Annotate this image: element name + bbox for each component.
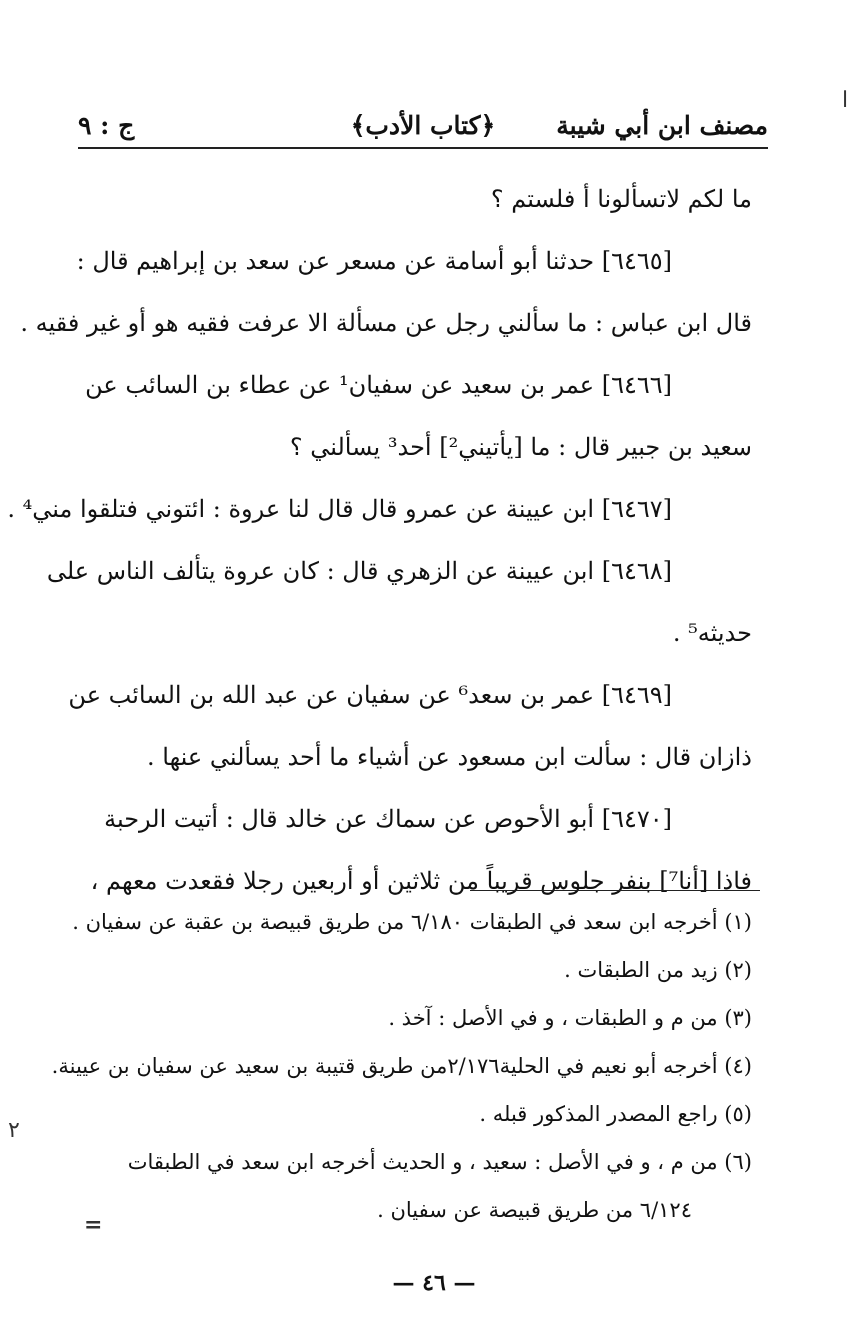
footnote: (٥) راجع المصدر المذكور قبله . (479, 1102, 752, 1126)
edge-mark-mid-right: ٢ (8, 1118, 20, 1143)
text-line: فاذا [أنا⁷] بنفر جلوس قريباً من ثلاثين أو أربعين رجلا فقعدت معهم ، (90, 867, 752, 895)
book-title: مصنف ابن أبي شيبة (556, 111, 768, 140)
footnote: (٣) من م و الطبقات ، و في الأصل : آخذ . (388, 1006, 752, 1030)
main-text (7, 168, 752, 912)
text-line: [٦٤٦٩] عمر بن سعد⁶ عن سفيان عن عبد الله بن السائب عن (68, 681, 672, 709)
text-line: سعيد بن جبير قال : ما [يأتيني²] أحد³ يسألني ؟ (289, 433, 752, 461)
footnote: (٤) أخرجه أبو نعيم في الحلية٢/١٧٦من طريق قتيبة بن سعيد عن سفيان بن عيينة. (51, 1054, 752, 1078)
footnotes (51, 898, 752, 1234)
text-line: [٦٤٦٦] عمر بن سعيد عن سفيان¹ عن عطاء بن السائب عن (85, 371, 672, 399)
header-rule (78, 147, 768, 149)
text-line: [٦٤٧٠] أبو الأحوص عن سماك عن خالد قال : أتيت الرحبة (104, 805, 672, 833)
text-line: [٦٤٦٥] حدثنا أبو أسامة عن مسعر عن سعد بن إبراهيم قال : (76, 247, 672, 275)
edge-mark-bottom-left: = (84, 1212, 103, 1238)
footnote-separator (470, 890, 760, 891)
footnote: (٦) من م ، و في الأصل : سعيد ، و الحديث أخرجه ابن سعد في الطبقات (127, 1150, 752, 1174)
text-line: [٦٤٦٧] ابن عيينة عن عمرو قال قال لنا عروة : ائتوني فتلقوا مني⁴ . (7, 495, 672, 523)
running-header (78, 92, 768, 144)
text-line: ذازان قال : سألت ابن مسعود عن أشياء ما أحد يسألني عنها . (147, 743, 752, 771)
text-line: ما لكم لاتسألونا أ فلستم ؟ (490, 185, 752, 213)
edge-mark-top-right: ا (842, 88, 849, 113)
text-line: حديثه⁵ . (672, 619, 752, 647)
footnote: (١) أخرجه ابن سعد في الطبقات ٦/١٨٠ من طريق قبيصة بن عقبة عن سفيان . (72, 910, 752, 934)
footnote: ٦/١٢٤ من طريق قبيصة عن سفيان . (377, 1198, 692, 1222)
section-title: ﴿كتاب الأدب﴾ (350, 111, 496, 140)
text-line: قال ابن عباس : ما سألني رجل عن مسألة الا عرفت فقيه هو أو غير فقيه . (20, 309, 752, 337)
footnote: (٢) زيد من الطبقات . (564, 958, 752, 982)
text-line: [٦٤٦٨] ابن عيينة عن الزهري قال : كان عروة يتألف الناس على (46, 557, 672, 585)
volume-number: ج : ٩ (78, 111, 135, 140)
page-number: — ٤٦ — (392, 1270, 476, 1296)
